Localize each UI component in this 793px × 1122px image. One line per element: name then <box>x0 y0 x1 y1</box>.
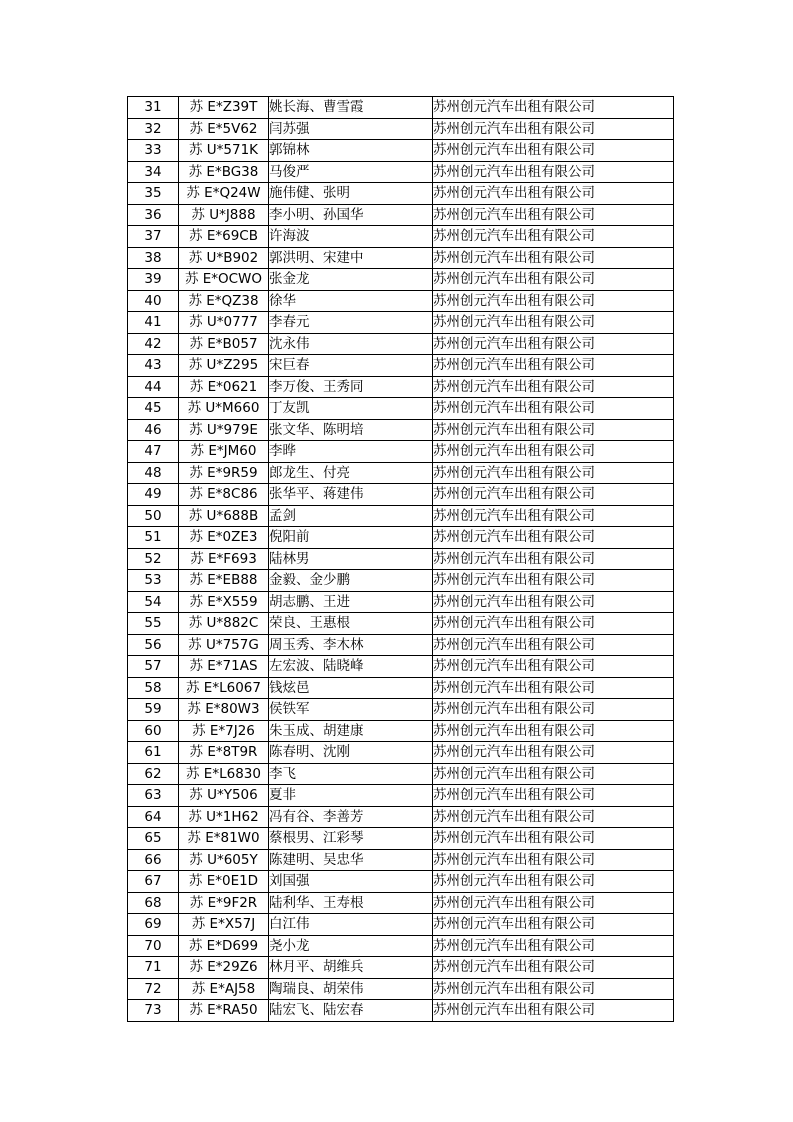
company-cell: 苏州创元汽车出租有限公司 <box>433 849 674 871</box>
table-row <box>128 398 674 420</box>
driver-name-cell: 陈建明、吴忠华 <box>269 849 433 871</box>
table-row <box>128 677 674 699</box>
company-cell: 苏州创元汽车出租有限公司 <box>433 312 674 334</box>
company-cell: 苏州创元汽车出租有限公司 <box>433 484 674 506</box>
driver-name-cell: 陆林男 <box>269 548 433 570</box>
driver-name-cell: 陈春明、沈刚 <box>269 742 433 764</box>
driver-name-cell: 陆利华、王寿根 <box>269 892 433 914</box>
row-number-cell: 50 <box>128 505 179 527</box>
driver-name-cell: 郎龙生、付亮 <box>269 462 433 484</box>
plate-number-cell: 苏 E*Q24W <box>179 183 269 205</box>
driver-name-cell: 尧小龙 <box>269 935 433 957</box>
plate-number-cell: 苏 U*Y506 <box>179 785 269 807</box>
row-number-cell: 52 <box>128 548 179 570</box>
plate-number-cell: 苏 E*X559 <box>179 591 269 613</box>
row-number-cell: 39 <box>128 269 179 291</box>
driver-name-cell: 张金龙 <box>269 269 433 291</box>
plate-number-cell: 苏 E*JM60 <box>179 441 269 463</box>
row-number-cell: 49 <box>128 484 179 506</box>
table-row <box>128 785 674 807</box>
row-number-cell: 47 <box>128 441 179 463</box>
company-cell: 苏州创元汽车出租有限公司 <box>433 290 674 312</box>
plate-number-cell: 苏 U*1H62 <box>179 806 269 828</box>
table-row <box>128 527 674 549</box>
plate-number-cell: 苏 E*9R59 <box>179 462 269 484</box>
driver-name-cell: 左宏波、陆晓峰 <box>269 656 433 678</box>
table-row <box>128 226 674 248</box>
row-number-cell: 67 <box>128 871 179 893</box>
company-cell: 苏州创元汽车出租有限公司 <box>433 441 674 463</box>
row-number-cell: 41 <box>128 312 179 334</box>
driver-name-cell: 宋巨春 <box>269 355 433 377</box>
driver-name-cell: 蔡根男、江彩琴 <box>269 828 433 850</box>
row-number-cell: 61 <box>128 742 179 764</box>
company-cell: 苏州创元汽车出租有限公司 <box>433 376 674 398</box>
table-row <box>128 570 674 592</box>
company-cell: 苏州创元汽车出租有限公司 <box>433 269 674 291</box>
driver-name-cell: 李春元 <box>269 312 433 334</box>
company-cell: 苏州创元汽车出租有限公司 <box>433 892 674 914</box>
company-cell: 苏州创元汽车出租有限公司 <box>433 462 674 484</box>
table-row <box>128 462 674 484</box>
plate-number-cell: 苏 E*0ZE3 <box>179 527 269 549</box>
row-number-cell: 65 <box>128 828 179 850</box>
company-cell: 苏州创元汽车出租有限公司 <box>433 548 674 570</box>
plate-number-cell: 苏 E*8T9R <box>179 742 269 764</box>
plate-number-cell: 苏 E*81W0 <box>179 828 269 850</box>
company-cell: 苏州创元汽车出租有限公司 <box>433 677 674 699</box>
driver-name-cell: 陆宏飞、陆宏春 <box>269 1000 433 1022</box>
company-cell: 苏州创元汽车出租有限公司 <box>433 634 674 656</box>
table-row <box>128 505 674 527</box>
roster-table-body <box>128 97 674 1022</box>
table-row <box>128 118 674 140</box>
company-cell: 苏州创元汽车出租有限公司 <box>433 1000 674 1022</box>
table-row <box>128 957 674 979</box>
plate-number-cell: 苏 E*0621 <box>179 376 269 398</box>
plate-number-cell: 苏 E*Z39T <box>179 97 269 119</box>
plate-number-cell: 苏 E*QZ38 <box>179 290 269 312</box>
table-row <box>128 441 674 463</box>
driver-name-cell: 姚长海、曹雪霞 <box>269 97 433 119</box>
company-cell: 苏州创元汽车出租有限公司 <box>433 613 674 635</box>
company-cell: 苏州创元汽车出租有限公司 <box>433 398 674 420</box>
row-number-cell: 51 <box>128 527 179 549</box>
company-cell: 苏州创元汽车出租有限公司 <box>433 97 674 119</box>
table-row <box>128 742 674 764</box>
company-cell: 苏州创元汽车出租有限公司 <box>433 527 674 549</box>
company-cell: 苏州创元汽车出租有限公司 <box>433 333 674 355</box>
plate-number-cell: 苏 E*RA50 <box>179 1000 269 1022</box>
row-number-cell: 40 <box>128 290 179 312</box>
plate-number-cell: 苏 E*80W3 <box>179 699 269 721</box>
plate-number-cell: 苏 U*Z295 <box>179 355 269 377</box>
company-cell: 苏州创元汽车出租有限公司 <box>433 161 674 183</box>
plate-number-cell: 苏 E*8C86 <box>179 484 269 506</box>
driver-name-cell: 周玉秀、李木林 <box>269 634 433 656</box>
driver-name-cell: 李小明、孙国华 <box>269 204 433 226</box>
driver-name-cell: 丁友凯 <box>269 398 433 420</box>
row-number-cell: 32 <box>128 118 179 140</box>
table-row <box>128 871 674 893</box>
driver-name-cell: 闫苏强 <box>269 118 433 140</box>
row-number-cell: 31 <box>128 97 179 119</box>
row-number-cell: 62 <box>128 763 179 785</box>
company-cell: 苏州创元汽车出租有限公司 <box>433 140 674 162</box>
plate-number-cell: 苏 U*0777 <box>179 312 269 334</box>
table-row <box>128 699 674 721</box>
company-cell: 苏州创元汽车出租有限公司 <box>433 935 674 957</box>
row-number-cell: 43 <box>128 355 179 377</box>
driver-name-cell: 侯铁军 <box>269 699 433 721</box>
driver-name-cell: 胡志鹏、王进 <box>269 591 433 613</box>
plate-number-cell: 苏 U*J888 <box>179 204 269 226</box>
plate-number-cell: 苏 E*9F2R <box>179 892 269 914</box>
company-cell: 苏州创元汽车出租有限公司 <box>433 570 674 592</box>
company-cell: 苏州创元汽车出租有限公司 <box>433 419 674 441</box>
table-row <box>128 978 674 1000</box>
driver-name-cell: 张华平、蒋建伟 <box>269 484 433 506</box>
table-row <box>128 656 674 678</box>
driver-name-cell: 白江伟 <box>269 914 433 936</box>
table-row <box>128 548 674 570</box>
driver-name-cell: 张文华、陈明培 <box>269 419 433 441</box>
row-number-cell: 70 <box>128 935 179 957</box>
row-number-cell: 55 <box>128 613 179 635</box>
plate-number-cell: 苏 U*605Y <box>179 849 269 871</box>
company-cell: 苏州创元汽车出租有限公司 <box>433 355 674 377</box>
plate-number-cell: 苏 E*L6830 <box>179 763 269 785</box>
driver-name-cell: 李万俊、王秀同 <box>269 376 433 398</box>
row-number-cell: 73 <box>128 1000 179 1022</box>
table-row <box>128 97 674 119</box>
table-row <box>128 591 674 613</box>
table-row <box>128 247 674 269</box>
company-cell: 苏州创元汽车出租有限公司 <box>433 699 674 721</box>
plate-number-cell: 苏 E*71AS <box>179 656 269 678</box>
table-row <box>128 161 674 183</box>
driver-name-cell: 马俊严 <box>269 161 433 183</box>
driver-name-cell: 朱玉成、胡建康 <box>269 720 433 742</box>
driver-name-cell: 荣良、王惠根 <box>269 613 433 635</box>
table-row <box>128 269 674 291</box>
table-row <box>128 892 674 914</box>
plate-number-cell: 苏 E*BG38 <box>179 161 269 183</box>
driver-name-cell: 刘国强 <box>269 871 433 893</box>
plate-number-cell: 苏 E*69CB <box>179 226 269 248</box>
driver-name-cell: 孟剑 <box>269 505 433 527</box>
row-number-cell: 72 <box>128 978 179 1000</box>
row-number-cell: 35 <box>128 183 179 205</box>
company-cell: 苏州创元汽车出租有限公司 <box>433 957 674 979</box>
company-cell: 苏州创元汽车出租有限公司 <box>433 978 674 1000</box>
company-cell: 苏州创元汽车出租有限公司 <box>433 591 674 613</box>
plate-number-cell: 苏 E*L6067 <box>179 677 269 699</box>
table-row <box>128 204 674 226</box>
row-number-cell: 57 <box>128 656 179 678</box>
driver-name-cell: 夏非 <box>269 785 433 807</box>
plate-number-cell: 苏 E*D699 <box>179 935 269 957</box>
company-cell: 苏州创元汽车出租有限公司 <box>433 656 674 678</box>
driver-name-cell: 金毅、金少鹏 <box>269 570 433 592</box>
row-number-cell: 46 <box>128 419 179 441</box>
driver-name-cell: 倪阳前 <box>269 527 433 549</box>
table-row <box>128 613 674 635</box>
company-cell: 苏州创元汽车出租有限公司 <box>433 720 674 742</box>
driver-name-cell: 陶瑞良、胡荣伟 <box>269 978 433 1000</box>
plate-number-cell: 苏 E*AJ58 <box>179 978 269 1000</box>
company-cell: 苏州创元汽车出租有限公司 <box>433 806 674 828</box>
plate-number-cell: 苏 E*F693 <box>179 548 269 570</box>
company-cell: 苏州创元汽车出租有限公司 <box>433 183 674 205</box>
plate-number-cell: 苏 U*M660 <box>179 398 269 420</box>
table-row <box>128 849 674 871</box>
plate-number-cell: 苏 U*B902 <box>179 247 269 269</box>
company-cell: 苏州创元汽车出租有限公司 <box>433 914 674 936</box>
plate-number-cell: 苏 E*EB88 <box>179 570 269 592</box>
row-number-cell: 37 <box>128 226 179 248</box>
table-row <box>128 828 674 850</box>
row-number-cell: 60 <box>128 720 179 742</box>
table-row <box>128 312 674 334</box>
taxi-roster-table <box>127 96 674 1022</box>
driver-name-cell: 郭洪明、宋建中 <box>269 247 433 269</box>
row-number-cell: 36 <box>128 204 179 226</box>
table-row <box>128 1000 674 1022</box>
driver-name-cell: 许海波 <box>269 226 433 248</box>
plate-number-cell: 苏 E*0E1D <box>179 871 269 893</box>
driver-name-cell: 李飞 <box>269 763 433 785</box>
plate-number-cell: 苏 E*7J26 <box>179 720 269 742</box>
table-row <box>128 634 674 656</box>
row-number-cell: 54 <box>128 591 179 613</box>
plate-number-cell: 苏 U*688B <box>179 505 269 527</box>
driver-name-cell: 林月平、胡维兵 <box>269 957 433 979</box>
company-cell: 苏州创元汽车出租有限公司 <box>433 247 674 269</box>
plate-number-cell: 苏 E*OCWO <box>179 269 269 291</box>
driver-name-cell: 施伟健、张明 <box>269 183 433 205</box>
driver-name-cell: 沈永伟 <box>269 333 433 355</box>
driver-name-cell: 郭锦林 <box>269 140 433 162</box>
plate-number-cell: 苏 E*B057 <box>179 333 269 355</box>
company-cell: 苏州创元汽车出租有限公司 <box>433 204 674 226</box>
table-row <box>128 290 674 312</box>
row-number-cell: 56 <box>128 634 179 656</box>
table-row <box>128 720 674 742</box>
row-number-cell: 66 <box>128 849 179 871</box>
row-number-cell: 69 <box>128 914 179 936</box>
row-number-cell: 68 <box>128 892 179 914</box>
row-number-cell: 34 <box>128 161 179 183</box>
table-row <box>128 914 674 936</box>
company-cell: 苏州创元汽车出租有限公司 <box>433 785 674 807</box>
row-number-cell: 33 <box>128 140 179 162</box>
driver-name-cell: 冯有谷、李善芳 <box>269 806 433 828</box>
row-number-cell: 63 <box>128 785 179 807</box>
company-cell: 苏州创元汽车出租有限公司 <box>433 763 674 785</box>
table-row <box>128 935 674 957</box>
table-row <box>128 763 674 785</box>
table-row <box>128 333 674 355</box>
row-number-cell: 58 <box>128 677 179 699</box>
plate-number-cell: 苏 E*29Z6 <box>179 957 269 979</box>
table-row <box>128 140 674 162</box>
row-number-cell: 71 <box>128 957 179 979</box>
driver-name-cell: 钱炫邑 <box>269 677 433 699</box>
company-cell: 苏州创元汽车出租有限公司 <box>433 871 674 893</box>
row-number-cell: 45 <box>128 398 179 420</box>
company-cell: 苏州创元汽车出租有限公司 <box>433 226 674 248</box>
table-row <box>128 183 674 205</box>
table-row <box>128 806 674 828</box>
plate-number-cell: 苏 U*757G <box>179 634 269 656</box>
table-row <box>128 376 674 398</box>
row-number-cell: 59 <box>128 699 179 721</box>
row-number-cell: 38 <box>128 247 179 269</box>
company-cell: 苏州创元汽车出租有限公司 <box>433 828 674 850</box>
plate-number-cell: 苏 U*979E <box>179 419 269 441</box>
table-row <box>128 355 674 377</box>
company-cell: 苏州创元汽车出租有限公司 <box>433 118 674 140</box>
row-number-cell: 42 <box>128 333 179 355</box>
row-number-cell: 53 <box>128 570 179 592</box>
plate-number-cell: 苏 E*X57J <box>179 914 269 936</box>
driver-name-cell: 徐华 <box>269 290 433 312</box>
row-number-cell: 44 <box>128 376 179 398</box>
table-row <box>128 419 674 441</box>
plate-number-cell: 苏 E*5V62 <box>179 118 269 140</box>
company-cell: 苏州创元汽车出租有限公司 <box>433 742 674 764</box>
row-number-cell: 48 <box>128 462 179 484</box>
plate-number-cell: 苏 U*882C <box>179 613 269 635</box>
company-cell: 苏州创元汽车出租有限公司 <box>433 505 674 527</box>
row-number-cell: 64 <box>128 806 179 828</box>
driver-name-cell: 李晔 <box>269 441 433 463</box>
plate-number-cell: 苏 U*571K <box>179 140 269 162</box>
table-row <box>128 484 674 506</box>
